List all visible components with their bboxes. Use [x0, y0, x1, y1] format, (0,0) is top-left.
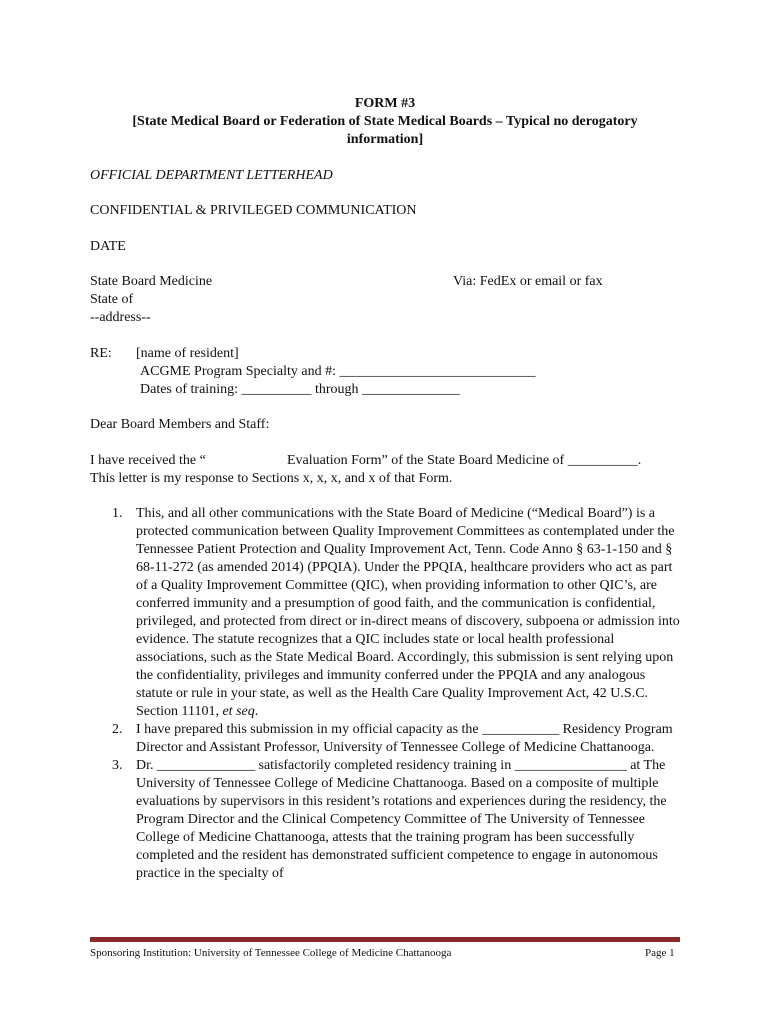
- list-item: [112, 505, 682, 721]
- re-program-specialty: ACGME Program Specialty and #: ____________________________: [140, 364, 536, 379]
- re-resident-name: [name of resident]: [136, 346, 239, 361]
- letterhead-placeholder: OFFICIAL DEPARTMENT LETTERHEAD: [90, 168, 333, 183]
- intro-line1-end: Evaluation Form” of the State Board Medicine of __________.: [287, 453, 642, 468]
- footer-page-number: Page 1: [645, 947, 675, 959]
- recipient-address: --address--: [90, 310, 151, 325]
- intro-line2: This letter is my response to Sections x, x, x, and x of that Form.: [90, 471, 453, 486]
- list-item-number: 3.: [112, 758, 123, 773]
- form-number: FORM #3: [354, 96, 416, 111]
- form-subtitle-line1: [State Medical Board or Federation of State Medical Boards – Typical no derogatory: [132, 114, 638, 129]
- list-item: [112, 757, 682, 883]
- confidential-notice: CONFIDENTIAL & PRIVILEGED COMMUNICATION: [90, 203, 417, 218]
- list-item-text: Dr. ______________ satisfactorily completed residency training in ________________ at The University of Tennessee College of Medicine Chattanooga. Based on a composite of multiple evaluations by supervisors in this resident’s rotations and experiences during the residency, the Program Director and the Clinical Competency Committee of The University of Tennessee College of Medicine Chattanooga, attests that the training program has been successfully completed and the resident has demonstrated sufficient competence to engage in autonomous practice in the specialty of: [136, 758, 667, 881]
- date-label: DATE: [90, 239, 126, 254]
- form-subtitle-line2: information]: [346, 132, 424, 147]
- footer-rule: [90, 937, 680, 942]
- recipient-line1: State Board Medicine: [90, 274, 213, 289]
- list-item-text: This, and all other communications with the State Board of Medicine (“Medical Board”) is a protected communication between Quality Improvement Committees as contemplated under the Tennessee Patient Protection and Quality Improvement Act, Tenn. Code Anno § 63-1-150 and § 68-11-272 (as amended 2014) (PPQIA). Under the PPQIA, healthcare providers who act as part of a Quality Improvement Committee (QIC), when providing information to other QIC’s, are conferred immunity and a presumption of good faith, and the communication is confidential, privileged, and protected from direct or in-direct means of discovery, subpoena or admission into evidence. The statute recognizes that a QIC includes state or local health professional associations, such as the State Medical Board. Accordingly, this submission is sent relying upon the confidentiality, privileges and immunity conferred under the PPQIA and any analogous statute or rule in your state, as well as the Health Care Quality Improvement Act, 42 U.S.C. Section 11101,: [136, 506, 680, 719]
- intro-line1-start: I have received the “: [90, 453, 206, 468]
- recipient-line2: State of: [90, 292, 134, 307]
- list-item: [112, 721, 682, 757]
- re-training-dates: Dates of training: __________ through ______________: [140, 382, 461, 397]
- numbered-list: [112, 505, 682, 883]
- list-item-number: 2.: [112, 722, 123, 737]
- re-label: RE:: [90, 346, 112, 361]
- list-item-end: .: [254, 704, 259, 719]
- list-item-number: 1.: [112, 506, 123, 521]
- footer-institution: Sponsoring Institution: University of Tennessee College of Medicine Chattanooga: [90, 947, 452, 959]
- list-item-italic: et seq: [222, 704, 255, 719]
- list-item-text: I have prepared this submission in my official capacity as the ___________ Residency Program Director and Assistant Professor, University of Tennessee College of Medicine Chattanooga.: [136, 722, 673, 755]
- delivery-method: Via: FedEx or email or fax: [453, 274, 603, 289]
- salutation: Dear Board Members and Staff:: [90, 417, 270, 432]
